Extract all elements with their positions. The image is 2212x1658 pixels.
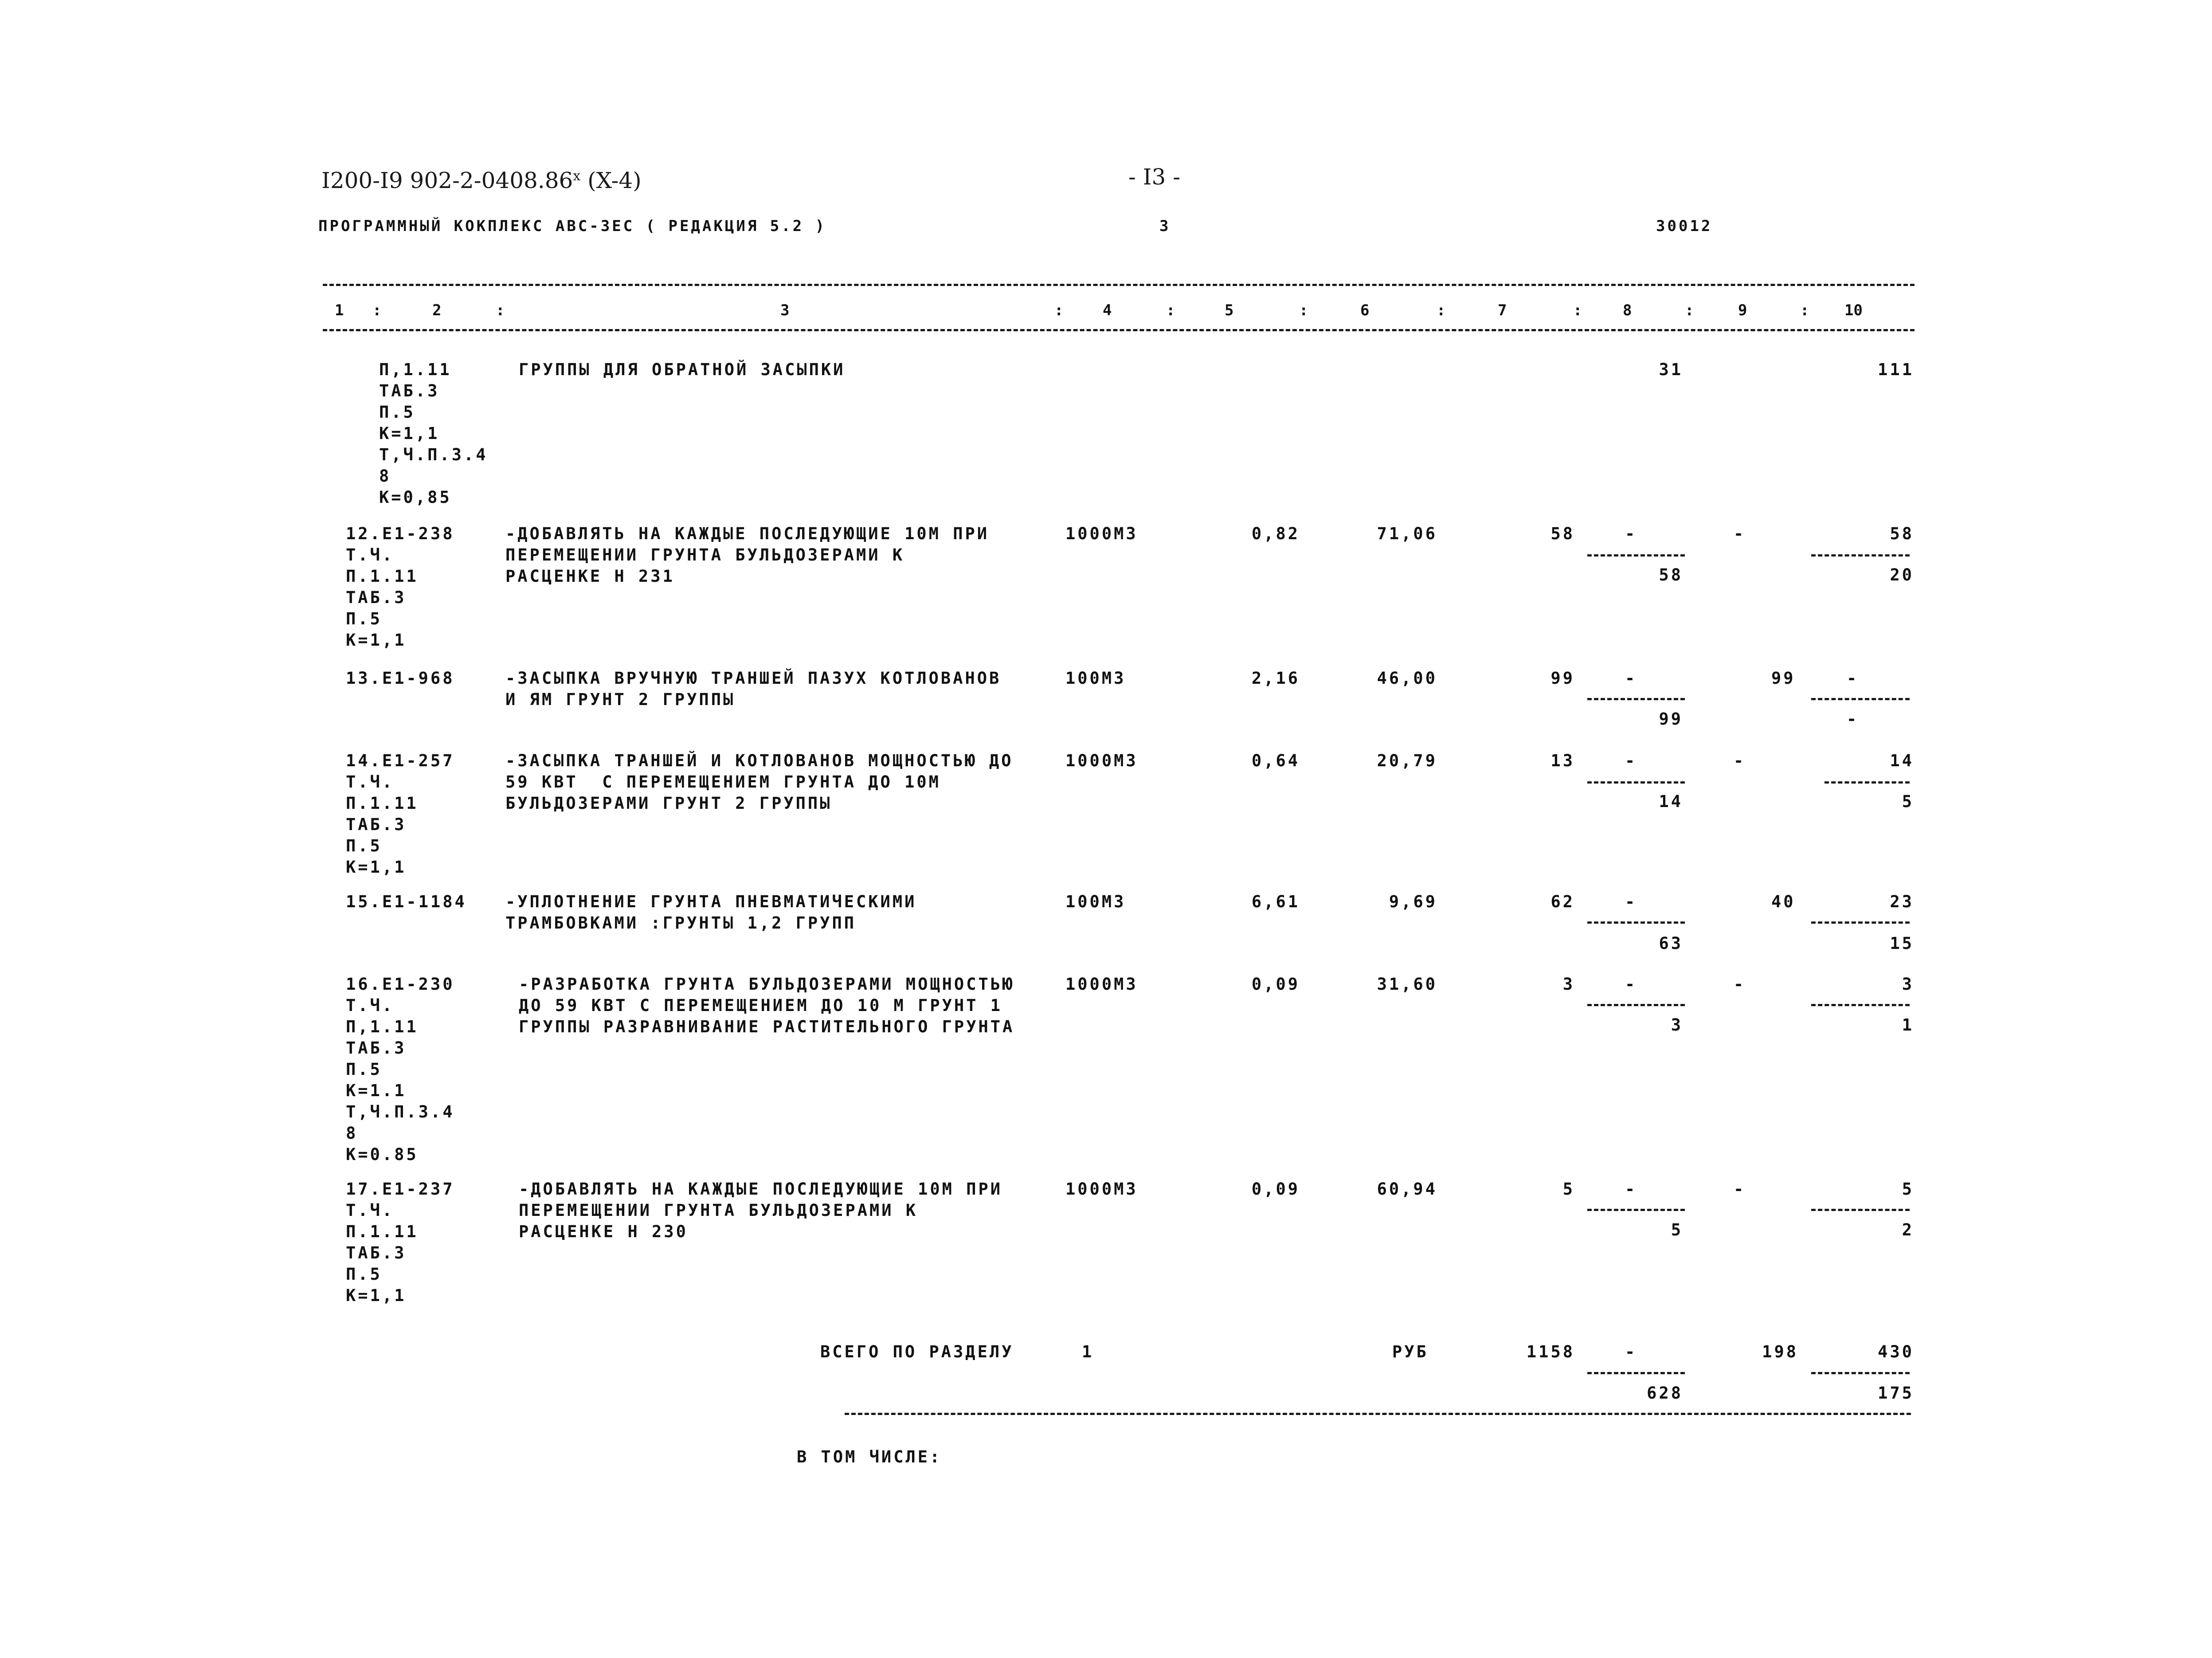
row-total: 58 [1550, 524, 1575, 543]
row-col10-top: 14 [1890, 751, 1914, 770]
row-code: П,1.11 ТАБ.3 П.5 К=1,1 Т,Ч.П.3.4 8 К=0,85 [379, 360, 488, 507]
row-col8-bottom: 58 [1659, 565, 1683, 584]
row-col8-rule [1587, 1004, 1685, 1006]
row-quantity: 0,82 [1251, 524, 1300, 543]
row-unit: 1000М3 [1065, 751, 1138, 770]
col-sep-8: : [1685, 302, 1694, 319]
row-description: -ДОБАВЛЯТЬ НА КАЖДЫЕ ПОСЛЕДУЮЩИЕ 10М ПРИ ПЕРЕМЕЩЕНИИ ГРУНТА БУЛЬДОЗЕРАМИ К РАСЦЕНКЕ Н 231 [505, 524, 990, 586]
document-code [321, 168, 642, 193]
row-col10-bottom: - [1847, 709, 1859, 729]
row-unit-price: 71,06 [1377, 524, 1437, 543]
col-sep-1: : [372, 302, 382, 319]
row-description: -РАЗРАБОТКА ГРУНТА БУЛЬДОЗЕРАМИ МОЩНОСТЬЮ ДО 59 КВТ С ПЕРЕМЕЩЕНИЕМ ДО 10 М ГРУНТ 1 ГРУППЫ РАЗРАВНИВАНИЕ РАСТИТЕЛЬНОГО ГРУНТА [519, 975, 1015, 1036]
row-col10-top: - [1847, 669, 1859, 688]
row-quantity: 2,16 [1251, 669, 1300, 688]
row-total: 99 [1550, 669, 1575, 688]
row-total: 3 [1562, 975, 1575, 994]
col-4: 4 [1103, 302, 1112, 319]
row-col10-rule [1824, 781, 1910, 784]
col-2: 2 [432, 302, 442, 319]
row-unit-price: 46,00 [1377, 669, 1437, 688]
row-col8-bottom: 99 [1659, 709, 1683, 729]
row-col8-bottom: 14 [1659, 792, 1683, 811]
row-unit-price: 9,69 [1389, 892, 1437, 911]
row-col10-bottom: 5 [1902, 792, 1914, 811]
row-col10-top: 3 [1902, 975, 1914, 994]
row-col8-rule [1587, 781, 1685, 784]
col-sep-3: : [1054, 302, 1064, 319]
row-description: -ЗАСЫПКА ВРУЧНУЮ ТРАНШЕЙ ПАЗУХ КОТЛОВАНОВ И ЯМ ГРУНТ 2 ГРУППЫ [505, 669, 1002, 709]
row-col10-rule [1811, 698, 1910, 700]
document-code-tail: (X-4) [580, 168, 642, 193]
row-col9: - [1734, 751, 1746, 770]
totals-col10-top: 430 [1878, 1342, 1914, 1361]
totals-rule [845, 1413, 1911, 1415]
document-code-sup: x [573, 168, 581, 184]
row-quantity: 6,61 [1251, 892, 1300, 911]
row-col8-top: - [1625, 751, 1637, 770]
row-col10-top: 111 [1878, 360, 1914, 379]
col-7: 7 [1498, 302, 1507, 319]
row-code: 16.Е1-230 Т.Ч. П,1.11 ТАБ.3 П.5 К=1.1 Т,Ч.П.3.4 8 К=0.85 [346, 975, 455, 1164]
header-rule-top [323, 284, 1914, 286]
col-9: 9 [1738, 302, 1747, 319]
row-col10-rule [1811, 1004, 1910, 1006]
row-code: 12.Е1-238 Т.Ч. П.1.11 ТАБ.3 П.5 К=1,1 [346, 524, 455, 650]
row-description: -УПЛОТНЕНИЕ ГРУНТА ПНЕВМАТИЧЕСКИМИ ТРАМБОВКАМИ :ГРУНТЫ 1,2 ГРУПП [505, 892, 917, 933]
col-sep-5: : [1299, 302, 1308, 319]
totals-total: 1158 [1526, 1342, 1575, 1361]
row-col10-bottom: 15 [1890, 934, 1914, 953]
col-6: 6 [1360, 302, 1370, 319]
row-col8-top: - [1625, 892, 1637, 911]
col-sep-9: : [1800, 302, 1809, 319]
col-sep-7: : [1573, 302, 1582, 319]
header-rule-bottom [323, 329, 1914, 331]
row-unit: 100М3 [1065, 892, 1126, 911]
row-col10-top: 5 [1902, 1180, 1914, 1199]
row-col8-bottom: 5 [1671, 1220, 1683, 1239]
row-col9: 99 [1771, 669, 1796, 688]
row-col10-rule [1811, 921, 1910, 924]
row-total: 13 [1550, 751, 1575, 770]
totals-label: ВСЕГО ПО РАЗДЕЛУ [820, 1342, 1014, 1361]
totals-col8-rule [1587, 1372, 1685, 1374]
totals-col10-rule [1811, 1372, 1910, 1374]
row-col8-bottom: 63 [1659, 934, 1683, 953]
row-col9: - [1734, 1180, 1746, 1199]
row-col8-top: - [1625, 1180, 1637, 1199]
row-col10-rule [1811, 1209, 1910, 1211]
row-quantity: 0,09 [1251, 1180, 1300, 1199]
row-col8-top: - [1625, 669, 1637, 688]
row-col8-top: 31 [1659, 360, 1683, 379]
row-col10-bottom: 2 [1902, 1220, 1914, 1239]
document-number: 30012 [1656, 217, 1713, 235]
col-sep-4: : [1166, 302, 1175, 319]
col-1: 1 [335, 302, 344, 319]
totals-col9: 198 [1762, 1342, 1798, 1361]
row-description: ГРУППЫ ДЛЯ ОБРАТНОЙ ЗАСЫПКИ [519, 360, 846, 379]
row-col8-top: - [1625, 975, 1637, 994]
row-col8-rule [1587, 1209, 1685, 1211]
row-col10-top: 58 [1890, 524, 1914, 543]
row-col8-bottom: 3 [1671, 1015, 1683, 1035]
row-unit: 100М3 [1065, 669, 1126, 688]
row-col8-rule [1587, 554, 1685, 557]
totals-section: 1 [1082, 1342, 1094, 1361]
row-col8-rule [1587, 698, 1685, 700]
row-col9: - [1734, 975, 1746, 994]
totals-currency: РУБ [1392, 1342, 1429, 1361]
col-10: 10 [1844, 302, 1863, 319]
row-unit: 1000М3 [1065, 1180, 1138, 1199]
row-col9: - [1734, 524, 1746, 543]
row-code: 13.Е1-968 [346, 669, 455, 688]
row-unit-price: 20,79 [1377, 751, 1437, 770]
row-total: 5 [1562, 1180, 1575, 1199]
row-code: 17.Е1-237 Т.Ч. П.1.11 ТАБ.3 П.5 К=1,1 [346, 1180, 455, 1305]
row-unit: 1000М3 [1065, 524, 1138, 543]
row-col10-bottom: 1 [1902, 1015, 1914, 1035]
row-code: 15.Е1-1184 [346, 892, 467, 911]
including-label: В ТОМ ЧИСЛЕ: [797, 1447, 942, 1466]
row-quantity: 0,09 [1251, 975, 1300, 994]
col-sep-6: : [1437, 302, 1446, 319]
row-col10-rule [1811, 554, 1910, 557]
program-title: ПРОГРАММНЫЙ КОКПЛЕКС АВС-ЗЕС ( РЕДАКЦИЯ 5.2 ) [318, 217, 827, 235]
row-col10-bottom: 20 [1890, 565, 1914, 584]
row-code: 14.Е1-257 Т.Ч. П.1.11 ТАБ.3 П.5 К=1,1 [346, 751, 455, 877]
totals-col8-top: - [1625, 1342, 1637, 1361]
totals-col10-bottom: 175 [1878, 1384, 1914, 1403]
page-number: - I3 - [1128, 164, 1181, 190]
row-col8-top: - [1625, 524, 1637, 543]
col-sep-2: : [496, 302, 505, 319]
row-description: -ЗАСЫПКА ТРАНШЕЙ И КОТЛОВАНОВ МОЩНОСТЬЮ ДО 59 КВТ С ПЕРЕМЕЩЕНИЕМ ГРУНТА ДО 10М БУЛЬДОЗЕРАМИ ГРУНТ 2 ГРУППЫ [505, 751, 1014, 813]
row-total: 62 [1550, 892, 1575, 911]
totals-col8-bottom: 628 [1647, 1384, 1683, 1403]
row-unit-price: 31,60 [1377, 975, 1437, 994]
row-col8-rule [1587, 921, 1685, 924]
row-unit: 1000М3 [1065, 975, 1138, 994]
col-8: 8 [1623, 302, 1632, 319]
col-3: 3 [780, 302, 790, 319]
row-unit-price: 60,94 [1377, 1180, 1437, 1199]
row-col10-top: 23 [1890, 892, 1914, 911]
row-quantity: 0,64 [1251, 751, 1300, 770]
document-code-main: I200-I9 902-2-0408.86 [321, 168, 573, 193]
col-5: 5 [1225, 302, 1234, 319]
row-description: -ДОБАВЛЯТЬ НА КАЖДЫЕ ПОСЛЕДУЮЩИЕ 10М ПРИ ПЕРЕМЕЩЕНИИ ГРУНТА БУЛЬДОЗЕРАМИ К РАСЦЕНКЕ Н 230 [519, 1180, 1003, 1241]
sheet-number: 3 [1159, 217, 1171, 235]
row-col9: 40 [1771, 892, 1796, 911]
